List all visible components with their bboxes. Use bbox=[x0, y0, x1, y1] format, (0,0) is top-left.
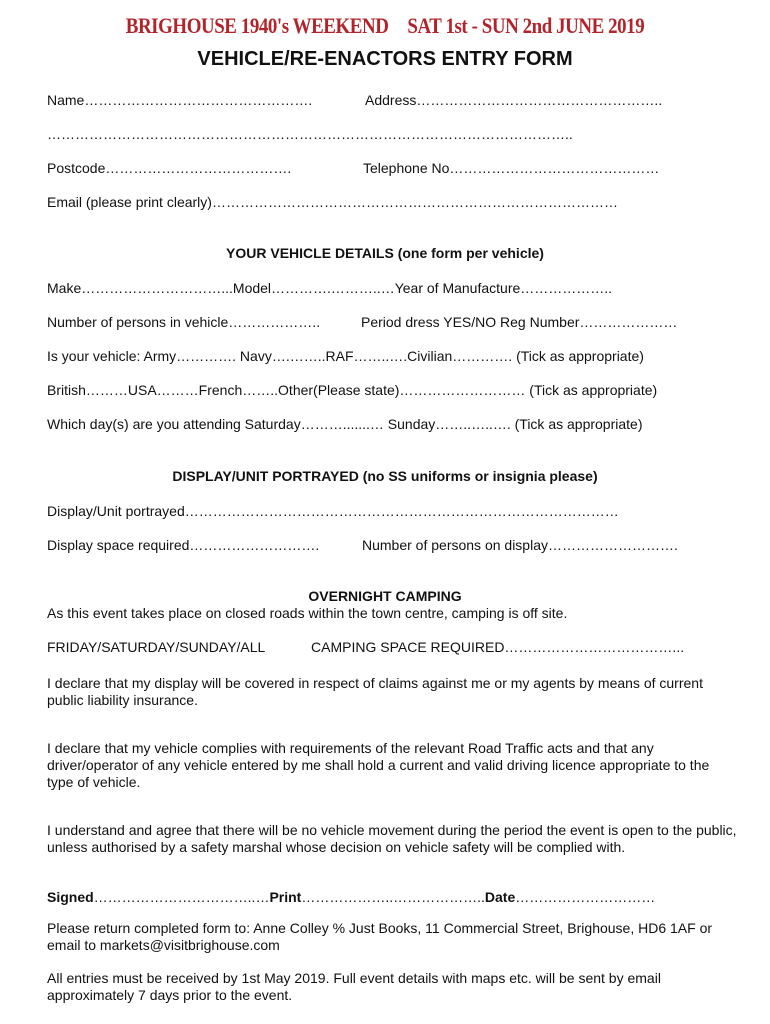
entry-deadline: All entries must be received by 1st May 2019. Full event details with maps etc. will be sent by email approximately 7 days prior to the event. bbox=[47, 970, 661, 1003]
camping-heading: OVERNIGHT CAMPING bbox=[308, 588, 462, 604]
camping-days-field[interactable]: FRIDAY/SATURDAY/SUNDAY/ALL bbox=[47, 639, 266, 655]
address-field[interactable]: Address…………………………………………….. bbox=[365, 92, 663, 108]
date-label: Date bbox=[484, 889, 516, 905]
vehicle-details-heading: YOUR VEHICLE DETAILS (one form per vehicle) bbox=[226, 245, 544, 261]
signed-blank[interactable]: ……………………………..… bbox=[93, 889, 270, 905]
attendance-days-field[interactable]: Which day(s) are you attending Saturday……….......… Sunday……..…..…. (Tick as appropriate) bbox=[47, 416, 643, 432]
vehicle-compliance-declaration: I declare that my vehicle complies with requirements of the relevant Road Traffic acts and that any driver/operator of any vehicle entered by me shall hold a current and valid driving licence appropriate to the type of vehicle. bbox=[47, 740, 710, 790]
print-label: Print bbox=[269, 889, 302, 905]
vehicle-origin-field[interactable]: British………USA………French……..Other(Please state)……………………… (Tick as appropriate) bbox=[47, 382, 658, 398]
vehicle-type-field[interactable]: Is your vehicle: Army…………. Navy….……..RAF……..….Civilian…………. (Tick as appropriate) bbox=[47, 348, 644, 364]
display-space-field[interactable]: Display space required………………………. bbox=[47, 537, 320, 553]
print-blank[interactable]: ………………..……………….. bbox=[301, 889, 485, 905]
event-banner bbox=[54, 13, 716, 39]
return-instructions: Please return completed form to: Anne Colley % Just Books, 11 Commercial Street, Brighouse, HD6 1AF or email to markets@visitbrighouse.com bbox=[47, 920, 713, 953]
address-continued-field[interactable]: ………………………………………………………………………………………………….. bbox=[47, 126, 573, 142]
make-model-year-field[interactable]: Make…………………………...Model………….………..…Year of Manufacture……………….. bbox=[47, 280, 613, 296]
telephone-field[interactable]: Telephone No……………………………………… bbox=[363, 160, 660, 176]
signature-line[interactable] bbox=[47, 889, 655, 905]
email-field[interactable]: Email (please print clearly)…………………………………………………………………………… bbox=[47, 194, 618, 210]
signed-label: Signed bbox=[47, 889, 94, 905]
event-name: BRIGHOUSE 1940's WEEKEND bbox=[125, 13, 389, 38]
camping-space-field[interactable]: CAMPING SPACE REQUIRED………………………………... bbox=[311, 639, 685, 655]
date-blank[interactable]: ………………………… bbox=[515, 889, 656, 905]
insurance-declaration: I declare that my display will be covered in respect of claims against me or my agents by means of current public liability insurance. bbox=[47, 675, 703, 708]
camping-note: As this event takes place on closed roads within the town centre, camping is off site. bbox=[47, 605, 568, 621]
postcode-field[interactable]: Postcode…………………………………. bbox=[47, 160, 292, 176]
form-title: VEHICLE/RE-ENACTORS ENTRY FORM bbox=[197, 48, 573, 70]
display-unit-field[interactable]: Display/Unit portrayed………………………………………………………………………………… bbox=[47, 503, 619, 519]
period-dress-reg-field[interactable]: Period dress YES/NO Reg Number………………… bbox=[361, 314, 678, 330]
display-unit-heading: DISPLAY/UNIT PORTRAYED (no SS uniforms or insignia please) bbox=[172, 468, 598, 484]
persons-on-display-field[interactable]: Number of persons on display………………………. bbox=[362, 537, 678, 553]
event-dates: SAT 1st - SUN 2nd JUNE 2019 bbox=[407, 13, 645, 38]
vehicle-movement-declaration: I understand and agree that there will be no vehicle movement during the period the event is open to the public, unless authorised by a safety marshal whose decision on vehicle safety will be complied with. bbox=[47, 822, 737, 855]
persons-in-vehicle-field[interactable]: Number of persons in vehicle……………….. bbox=[47, 314, 321, 330]
name-field[interactable]: Name…………………………………………. bbox=[47, 92, 313, 108]
